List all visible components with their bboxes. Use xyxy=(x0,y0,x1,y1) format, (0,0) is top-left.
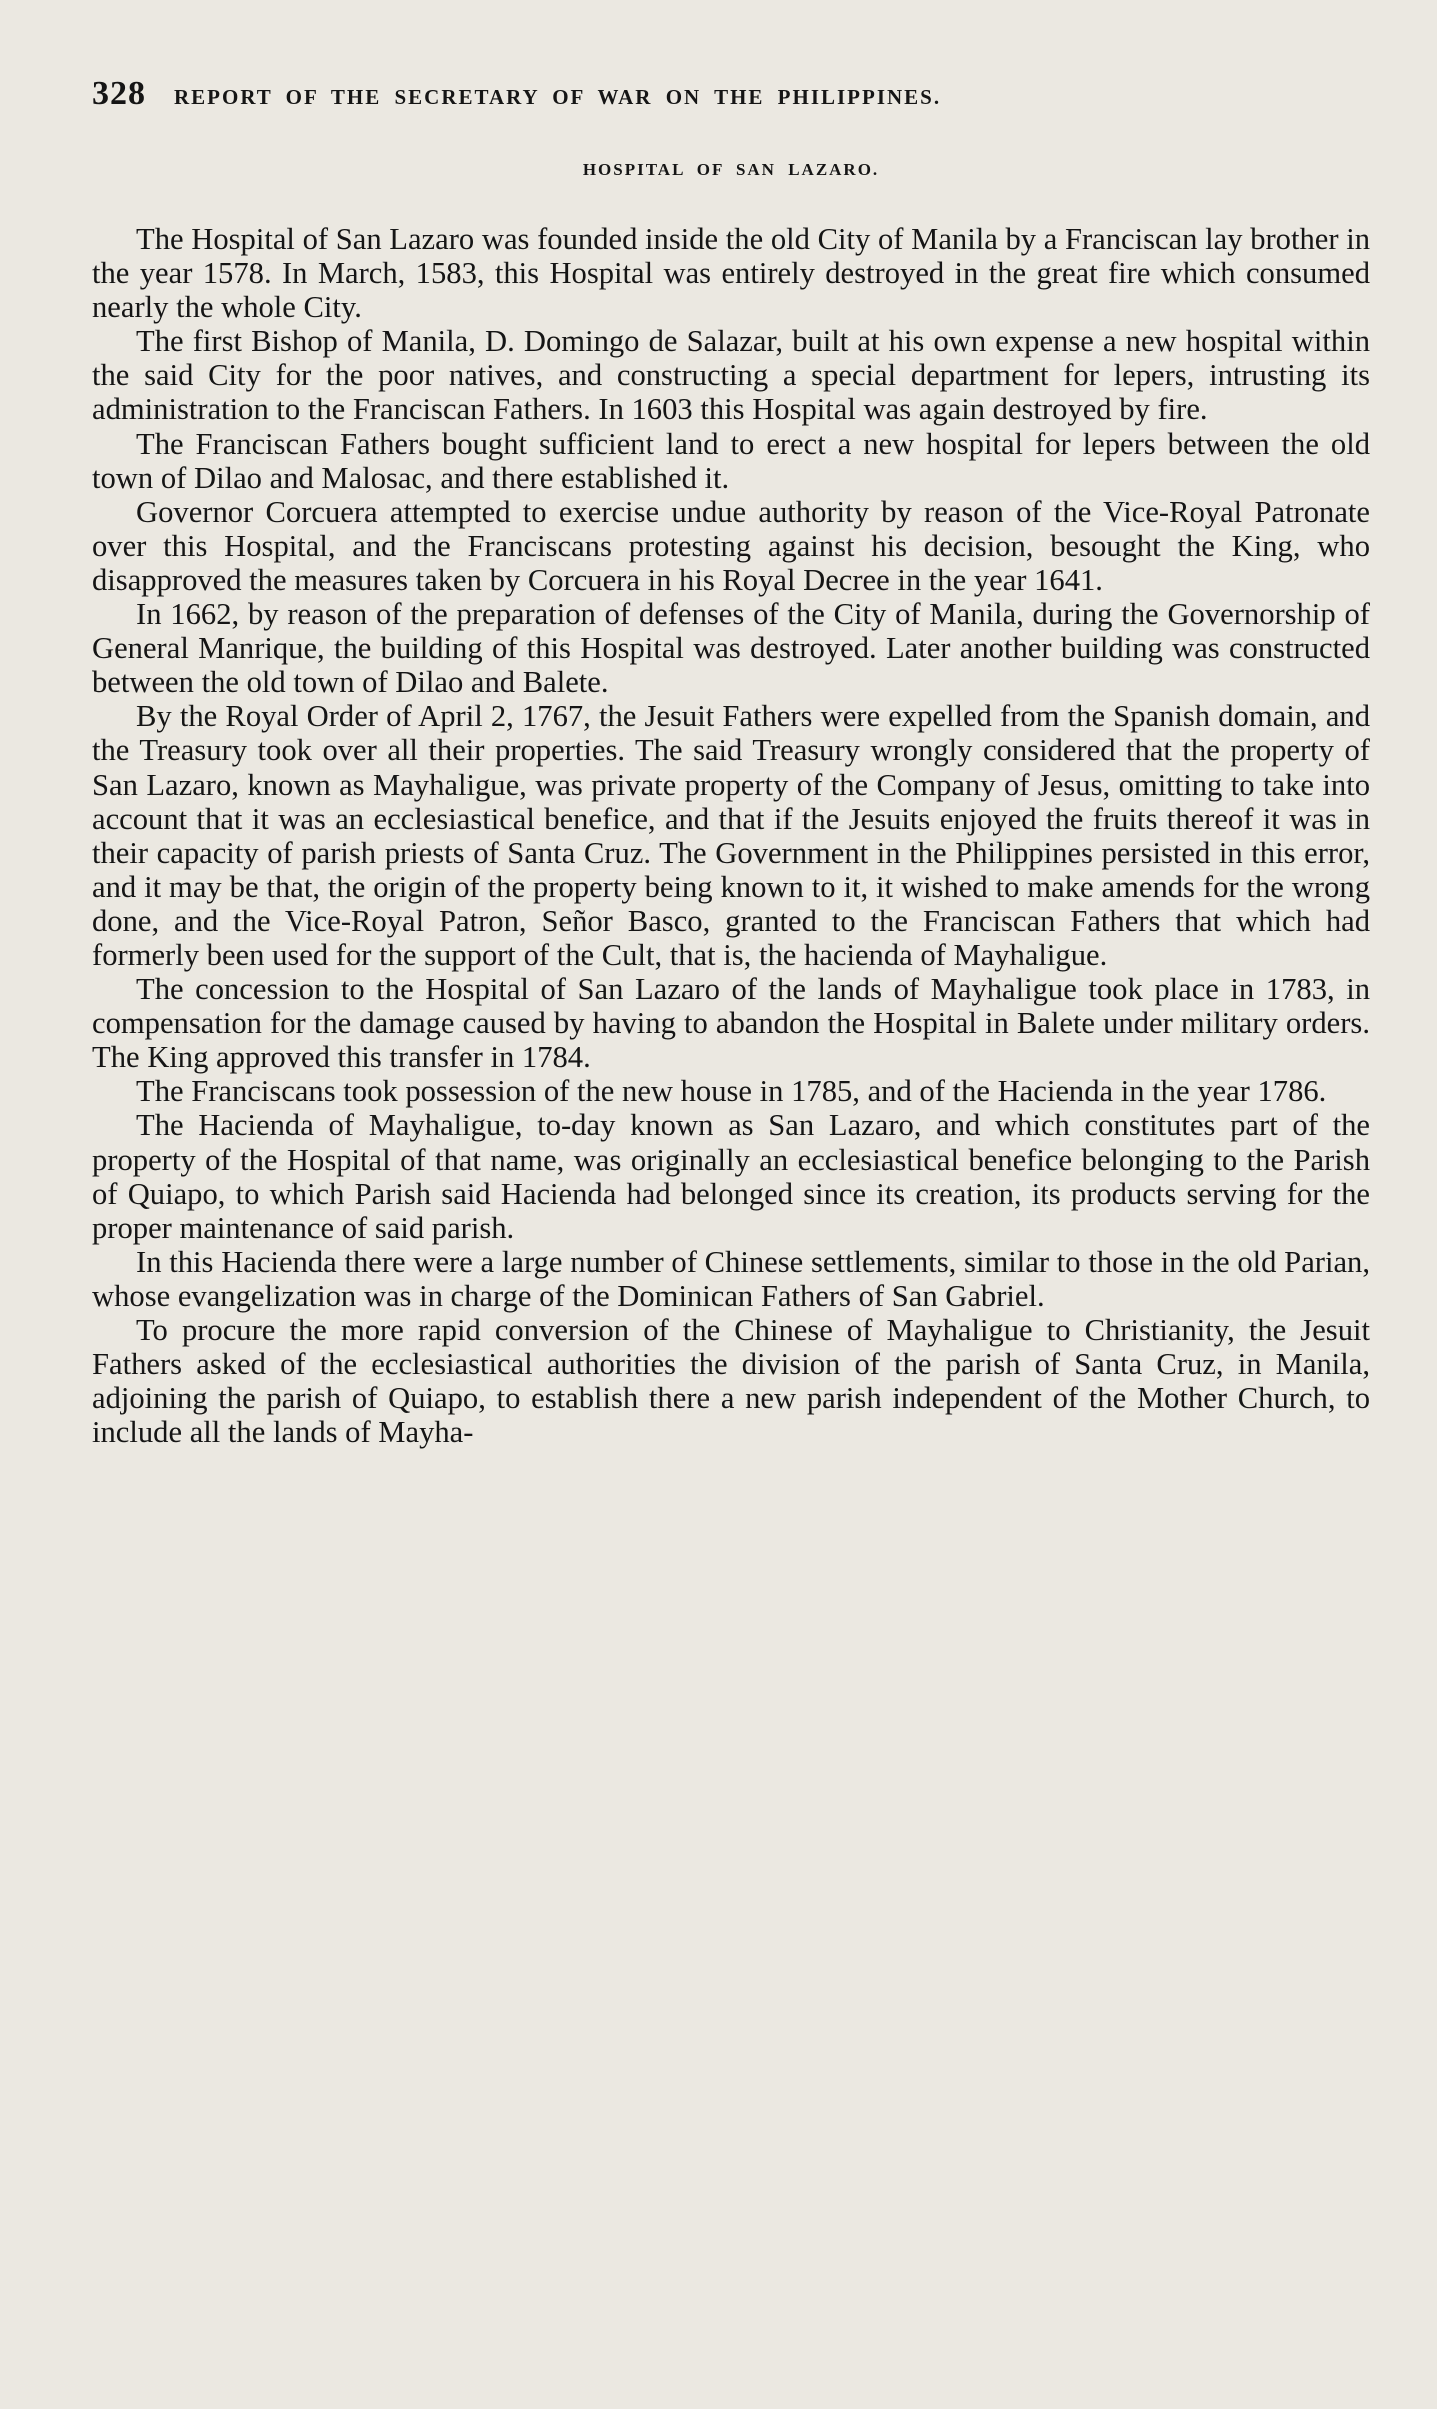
paragraph-concession: The concession to the Hospital of San Lazaro of the lands of Mayhaligue took place in 1783, in compensation for the damage caused by having to abandon the Hospital in Balete under military orders. The King approved this transfer in 1784. xyxy=(92,972,1370,1075)
page-number: 328 xyxy=(92,75,146,112)
paragraph-hacienda: The Hacienda of Mayhaligue, to-day known as San Lazaro, and which constitutes part of the property of the Hospital of that name, was originally an ecclesiastical benefice belonging to the Parish of Quiapo, to which Parish said Hacienda had belonged since its creation, its products serving for the proper maintenance of said parish. xyxy=(92,1108,1370,1245)
running-header xyxy=(92,70,1370,118)
section-title: HOSPITAL OF SAN LAZARO. xyxy=(582,160,880,179)
paragraph-possession: The Franciscans took possession of the new house in 1785, and of the Hacienda in the year 1786. xyxy=(136,1074,1327,1109)
paragraph-first-bishop: The first Bishop of Manila, D. Domingo de Salazar, built at his own expense a new hospital within the said City for the poor natives, and constructing a special department for lepers, intrusting its administration to the Franciscan Fathers. In 1603 this Hospital was again destroyed by fire. xyxy=(92,324,1370,427)
running-title: REPORT OF THE SECRETARY OF WAR ON THE PHILIPPINES. xyxy=(174,85,942,109)
paragraph-corcuera: Governor Corcuera attempted to exercise undue authority by reason of the Vice-Royal Patronate over this Hospital, and the Franciscans protesting against his decision, besought the King, who disapproved the measures taken by Corcuera in his Royal Decree in the year 1641. xyxy=(92,494,1370,597)
paragraph-1662: In 1662, by reason of the preparation of defenses of the City of Manila, during the Governorship of General Manrique, the building of this Hospital was destroyed. Later another building was constructed between the old town of Dilao and Balete. xyxy=(92,597,1370,700)
paragraph-founding: The Hospital of San Lazaro was founded inside the old City of Manila by a Franciscan lay brother in the year 1578. In March, 1583, this Hospital was entirely destroyed in the great fire which consumed nearly the whole City. xyxy=(92,222,1370,325)
paragraph-conversion: To procure the more rapid conversion of the Chinese of Mayhaligue to Christianity, the Jesuit Fathers asked of the ecclesiastical authorities the division of the parish of Santa Cruz, in Manila, adjoining the parish of Quiapo, to establish there a new parish independent of the Mother Church, to include all the lands of Mayha- xyxy=(92,1313,1370,1450)
paragraph-chinese-settlements: In this Hacienda there were a large number of Chinese settlements, similar to those in the old Parian, whose evangelization was in charge of the Dominican Fathers of San Gabriel. xyxy=(92,1244,1370,1313)
paragraph-royal-order: By the Royal Order of April 2, 1767, the Jesuit Fathers were expelled from the Spanish domain, and the Treasury took over all their properties. The said Treasury wrongly considered that the property of San Lazaro, known as Mayhaligue, was private property of the Company of Jesus, omitting to take into account that it was an ecclesiastical benefice, and that if the Jesuits enjoyed the fruits thereof it was in their capacity of parish priests of Santa Cruz. The Government in the Philippines persisted in this error, and it may be that, the origin of the property being known to it, it wished to make amends for the wrong done, and the Vice-Royal Patron, Señor Basco, granted to the Franciscan Fathers that which had formerly been used for the support of the Cult, that is, the hacienda of Mayhaligue. xyxy=(92,699,1370,972)
page-text-block xyxy=(92,70,1370,1449)
paragraph-new-hospital: The Franciscan Fathers bought sufficient land to erect a new hospital for lepers between the old town of Dilao and Malosac, and there established it. xyxy=(92,426,1370,495)
